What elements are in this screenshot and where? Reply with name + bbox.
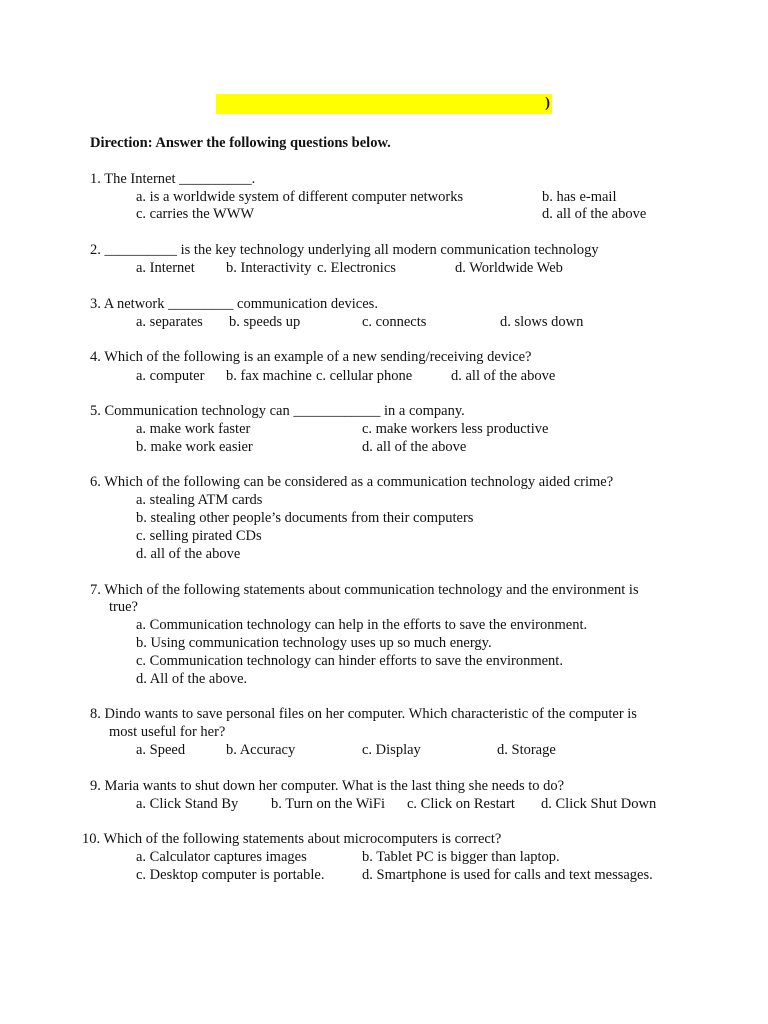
- question-10-option-b: b. Tablet PC is bigger than laptop.: [362, 849, 560, 865]
- question-9-option-c: c. Click on Restart: [407, 796, 515, 812]
- question-4-option-b: b. fax machine: [226, 368, 312, 384]
- question-8-stem-line-1: 8. Dindo wants to save personal files on her computer. Which characteristic of the computer is: [90, 706, 637, 722]
- question-5-option-d: d. all of the above: [362, 439, 467, 455]
- question-6-option-b: b. stealing other people’s documents from their computers: [136, 510, 474, 526]
- question-4-option-c: c. cellular phone: [316, 368, 413, 384]
- question-7-option-b: b. Using communication technology uses up so much energy.: [136, 635, 492, 651]
- question-2-stem: 2. __________ is the key technology underlying all modern communication technology: [90, 242, 599, 258]
- question-5-option-a: a. make work faster: [136, 421, 251, 437]
- question-2-option-d: d. Worldwide Web: [455, 260, 563, 276]
- direction-text: Direction: Answer the following questions below.: [90, 135, 391, 151]
- question-6-option-a: a. stealing ATM cards: [136, 492, 263, 508]
- question-3-option-b: b. speeds up: [229, 314, 301, 330]
- question-9-option-b: b. Turn on the WiFi: [271, 796, 385, 812]
- title-highlight: [216, 94, 552, 114]
- question-4-option-d: d. all of the above: [451, 368, 556, 384]
- question-2-option-c: c. Electronics: [317, 260, 396, 276]
- question-1-stem: 1. The Internet __________.: [90, 171, 256, 187]
- title-text: ): [545, 95, 550, 111]
- question-3-option-a: a. separates: [136, 314, 203, 330]
- question-1-option-a: a. is a worldwide system of different computer networks: [136, 189, 464, 205]
- question-1-option-c: c. carries the WWW: [136, 206, 255, 222]
- question-8-option-b: b. Accuracy: [226, 742, 296, 758]
- question-4-option-a: a. computer: [136, 368, 205, 384]
- question-1-option-b: b. has e-mail: [542, 189, 617, 205]
- question-8-option-c: c. Display: [362, 742, 421, 758]
- question-7-option-a: a. Communication technology can help in the efforts to save the environment.: [136, 617, 588, 633]
- question-10-option-a: a. Calculator captures images: [136, 849, 307, 865]
- question-10-stem: 10. Which of the following statements about microcomputers is correct?: [82, 831, 502, 847]
- question-7-stem-line-2: true?: [109, 599, 138, 615]
- question-9-option-d: d. Click Shut Down: [541, 796, 657, 812]
- question-1-option-d: d. all of the above: [542, 206, 647, 222]
- question-3-option-d: d. slows down: [500, 314, 584, 330]
- question-10-option-c: c. Desktop computer is portable.: [136, 867, 325, 883]
- question-4-stem: 4. Which of the following is an example of a new sending/receiving device?: [90, 349, 532, 365]
- question-7-option-c: c. Communication technology can hinder efforts to save the environment.: [136, 653, 563, 669]
- question-10-option-d: d. Smartphone is used for calls and text messages.: [362, 867, 653, 883]
- question-5-stem: 5. Communication technology can ____________ in a company.: [90, 403, 465, 419]
- question-8-stem-line-2: most useful for her?: [109, 724, 226, 740]
- question-5-option-b: b. make work easier: [136, 439, 253, 455]
- question-3-stem: 3. A network _________ communication devices.: [90, 296, 378, 312]
- question-6-option-c: c. selling pirated CDs: [136, 528, 262, 544]
- question-5-option-c: c. make workers less productive: [362, 421, 549, 437]
- question-2-option-a: a. Internet: [136, 260, 195, 276]
- question-6-option-d: d. all of the above: [136, 546, 241, 562]
- question-8-option-d: d. Storage: [497, 742, 556, 758]
- question-7-stem-line-1: 7. Which of the following statements about communication technology and the environment is: [90, 582, 639, 598]
- question-9-stem: 9. Maria wants to shut down her computer. What is the last thing she needs to do?: [90, 778, 565, 794]
- question-3-option-c: c. connects: [362, 314, 427, 330]
- question-8-option-a: a. Speed: [136, 742, 186, 758]
- question-7-option-d: d. All of the above.: [136, 671, 248, 687]
- question-6-stem: 6. Which of the following can be considered as a communication technology aided crime?: [90, 474, 614, 490]
- question-2-option-b: b. Interactivity: [226, 260, 312, 276]
- question-9-option-a: a. Click Stand By: [136, 796, 239, 812]
